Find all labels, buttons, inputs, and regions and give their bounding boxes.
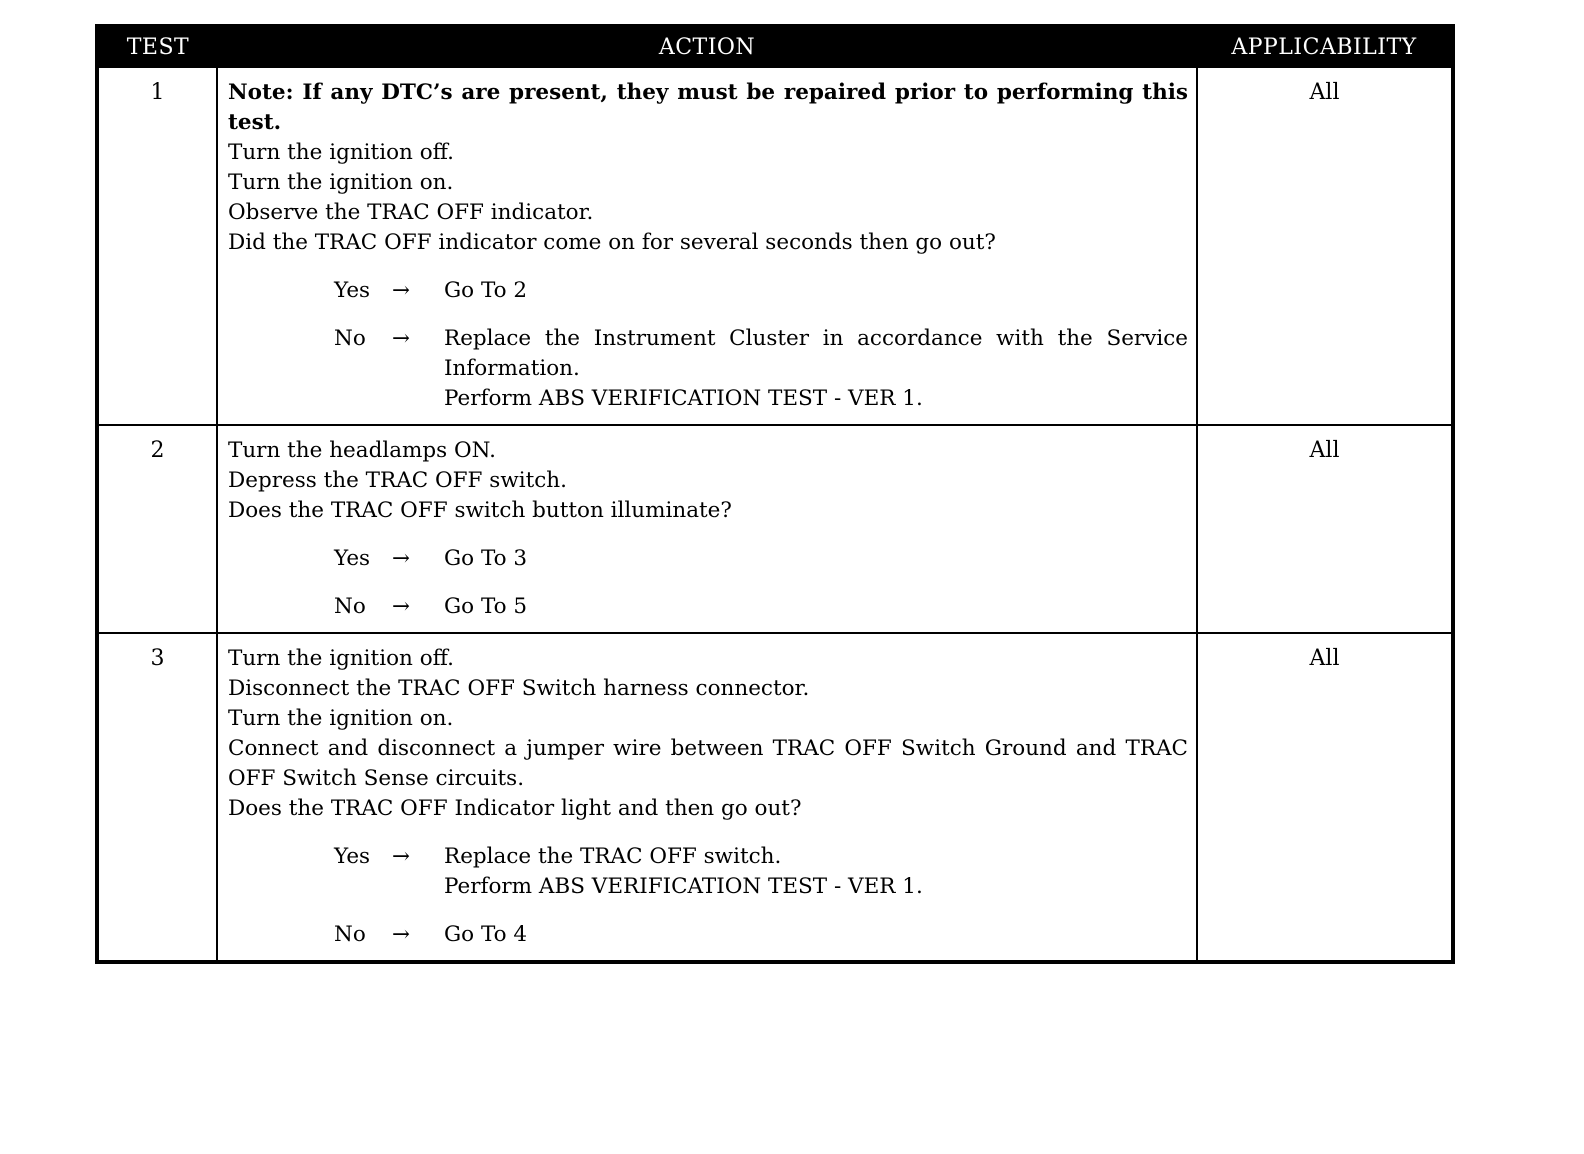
result-line: Go To 3 bbox=[444, 546, 528, 571]
outcome-result bbox=[444, 592, 1188, 622]
diagnostic-test-table bbox=[95, 24, 1455, 964]
note-text: Note: If any DTC’s are present, they must be repaired prior to performing this test. bbox=[228, 80, 1188, 135]
applicability-value: All bbox=[1197, 425, 1453, 633]
step-text: Did the TRAC OFF indicator come on for several seconds then go out? bbox=[228, 230, 996, 255]
header-applicability: APPLICABILITY bbox=[1197, 26, 1453, 67]
arrow-icon: → bbox=[392, 594, 411, 619]
arrow-icon: → bbox=[392, 546, 411, 571]
step-text: Turn the ignition off. bbox=[228, 140, 454, 165]
yes-outcome bbox=[334, 544, 1188, 574]
result-line: Go To 4 bbox=[444, 922, 528, 947]
outcome-result bbox=[444, 842, 1188, 902]
step-text: Turn the ignition on. bbox=[228, 170, 454, 195]
outcome-result bbox=[444, 324, 1188, 414]
yes-outcome bbox=[334, 276, 1188, 306]
table-row bbox=[97, 67, 1453, 425]
yes-outcome bbox=[334, 842, 1188, 902]
no-label: No bbox=[334, 922, 366, 947]
header-test: TEST bbox=[97, 26, 217, 67]
table-row bbox=[97, 633, 1453, 962]
step-text: Disconnect the TRAC OFF Switch harness connector. bbox=[228, 676, 810, 701]
arrow-icon: → bbox=[392, 844, 411, 869]
arrow-icon: → bbox=[392, 326, 411, 351]
result-line: Go To 2 bbox=[444, 278, 528, 303]
outcome-result bbox=[444, 544, 1188, 574]
action-cell bbox=[217, 67, 1197, 425]
step-text: Turn the ignition on. bbox=[228, 706, 454, 731]
result-line: Go To 5 bbox=[444, 594, 528, 619]
yes-label: Yes bbox=[334, 844, 371, 869]
table-header-row bbox=[97, 26, 1453, 67]
applicability-value: All bbox=[1197, 633, 1453, 962]
header-action: ACTION bbox=[217, 26, 1197, 67]
no-outcome bbox=[334, 920, 1188, 950]
table-row bbox=[97, 425, 1453, 633]
step-text: Turn the ignition off. bbox=[228, 646, 454, 671]
result-line: Replace the TRAC OFF switch. bbox=[444, 844, 782, 869]
arrow-icon: → bbox=[392, 922, 411, 947]
outcome-result bbox=[444, 920, 1188, 950]
step-text: Depress the TRAC OFF switch. bbox=[228, 468, 567, 493]
yes-label: Yes bbox=[334, 278, 371, 303]
no-outcome bbox=[334, 324, 1188, 414]
step-text: Does the TRAC OFF switch button illuminate? bbox=[228, 498, 732, 523]
test-number: 2 bbox=[97, 425, 217, 633]
step-text: Connect and disconnect a jumper wire between TRAC OFF Switch Ground and TRAC OFF Switch Sense circuits. bbox=[228, 736, 1188, 791]
no-label: No bbox=[334, 326, 366, 351]
test-number: 1 bbox=[97, 67, 217, 425]
result-line: Perform ABS VERIFICATION TEST - VER 1. bbox=[444, 874, 923, 899]
result-line: Perform ABS VERIFICATION TEST - VER 1. bbox=[444, 386, 923, 411]
action-cell bbox=[217, 633, 1197, 962]
step-text: Turn the headlamps ON. bbox=[228, 438, 496, 463]
test-number: 3 bbox=[97, 633, 217, 962]
step-text: Does the TRAC OFF Indicator light and then go out? bbox=[228, 796, 802, 821]
applicability-value: All bbox=[1197, 67, 1453, 425]
no-label: No bbox=[334, 594, 366, 619]
step-text: Observe the TRAC OFF indicator. bbox=[228, 200, 594, 225]
action-cell bbox=[217, 425, 1197, 633]
arrow-icon: → bbox=[392, 278, 411, 303]
no-outcome bbox=[334, 592, 1188, 622]
result-line: Replace the Instrument Cluster in accordance with the Service Information. bbox=[444, 326, 1188, 381]
yes-label: Yes bbox=[334, 546, 371, 571]
outcome-result bbox=[444, 276, 1188, 306]
